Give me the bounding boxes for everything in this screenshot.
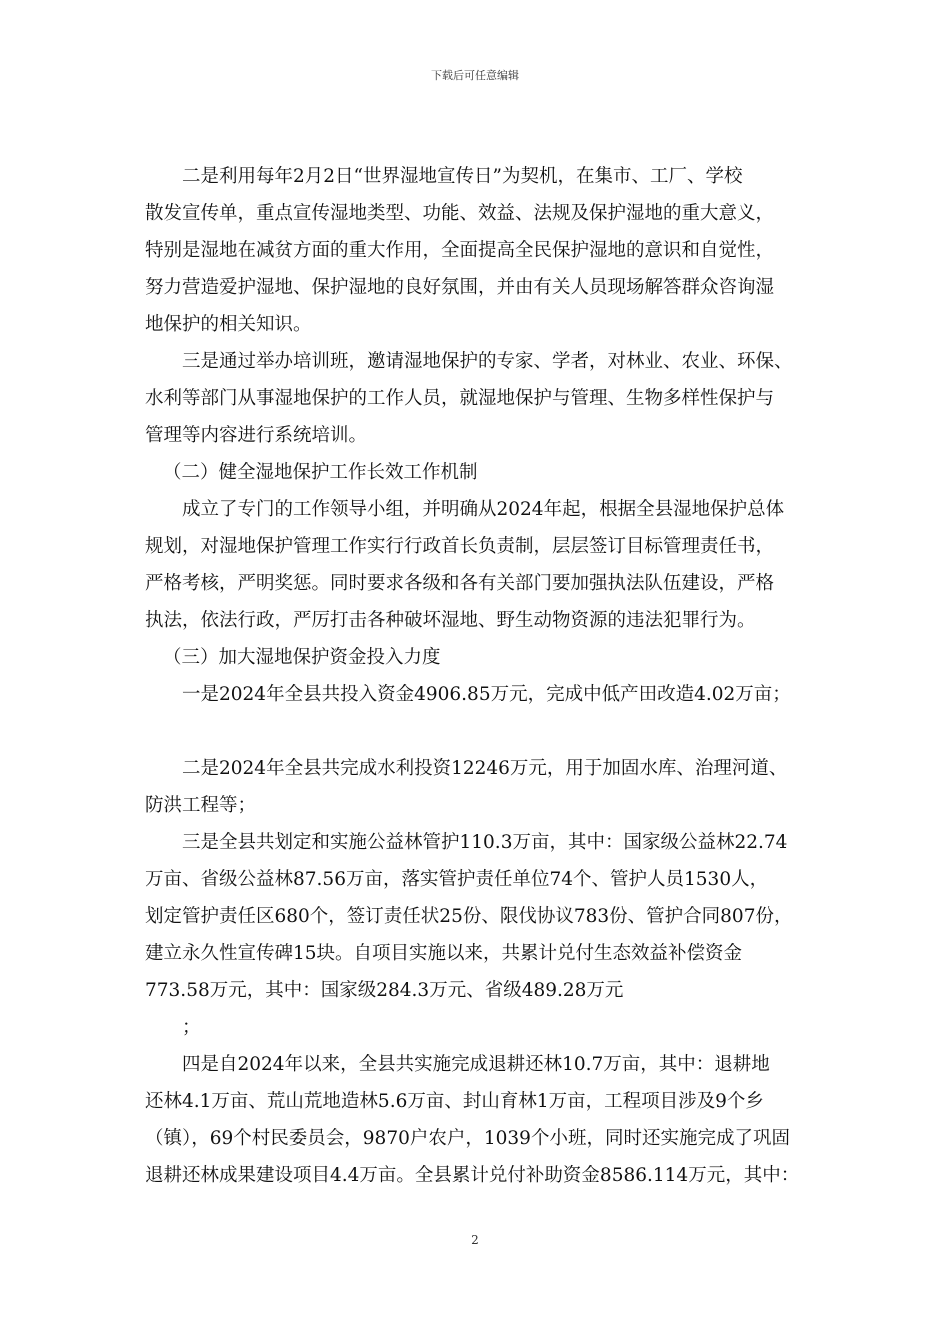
paragraph-line: 四是自2024年以来，全县共实施完成退耕还林10.7万亩，其中：退耕地	[182, 1054, 770, 1075]
paragraph-line: 地保护的相关知识。	[145, 314, 312, 335]
paragraph-line: ；	[182, 1017, 201, 1038]
paragraph-line: 执法，依法行政，严厉打击各种破坏湿地、野生动物资源的违法犯罪行为。	[145, 610, 756, 631]
paragraph-line: 划定管护责任区680个，签订责任状25份、限伐协议783份、管护合同807份，	[145, 906, 793, 927]
paragraph-line: 二是利用每年2月2日“世界湿地宣传日”为契机，在集市、工厂、学校	[182, 166, 743, 187]
paragraph-line: 成立了专门的工作领导小组，并明确从2024年起，根据全县湿地保护总体	[182, 499, 785, 520]
paragraph-line: 水利等部门从事湿地保护的工作人员，就湿地保护与管理、生物多样性保护与	[145, 388, 775, 409]
paragraph-line: 一是2024年全县共投入资金4906.85万元，完成中低产田改造4.02万亩；	[182, 684, 791, 705]
page-header: 下载后可任意编辑	[431, 69, 519, 82]
paragraph-line: 三是通过举办培训班，邀请湿地保护的专家、学者，对林业、农业、环保、	[182, 351, 793, 372]
paragraph-line: 防洪工程等；	[145, 795, 257, 816]
paragraph-line: 规划，对湿地保护管理工作实行行政首长负责制，层层签订目标管理责任书，	[145, 536, 775, 557]
blank-line	[145, 713, 825, 750]
paragraph-line: 还林4.1万亩、荒山荒地造林5.6万亩、封山育林1万亩，工程项目涉及9个乡	[145, 1091, 764, 1112]
section-heading: （二）健全湿地保护工作长效工作机制	[163, 462, 478, 483]
paragraph-line: 建立永久性宣传碑15块。自项目实施以来，共累计兑付生态效益补偿资金	[145, 943, 743, 964]
paragraph-line: 万亩、省级公益林87.56万亩，落实管护责任单位74个、管护人员1530人，	[145, 869, 769, 890]
paragraph-line: 努力营造爱护湿地、保护湿地的良好氛围，并由有关人员现场解答群众咨询湿	[145, 277, 775, 298]
paragraph-line: 管理等内容进行系统培训。	[145, 425, 368, 446]
paragraph-line: 散发宣传单，重点宣传湿地类型、功能、效益、法规及保护湿地的重大意义，	[145, 203, 775, 224]
paragraph-line: 特别是湿地在减贫方面的重大作用，全面提高全民保护湿地的意识和自觉性，	[145, 240, 775, 261]
paragraph-line: 退耕还林成果建设项目4.4万亩。全县累计兑付补助资金8586.114万元，其中：	[145, 1165, 800, 1186]
document-body	[145, 158, 825, 1194]
page-number: 2	[471, 1233, 479, 1247]
paragraph-line: 三是全县共划定和实施公益林管护110.3万亩，其中：国家级公益林22.74	[182, 832, 788, 853]
section-heading: （三）加大湿地保护资金投入力度	[163, 647, 441, 668]
paragraph-line: （镇），69个村民委员会，9870户农户，1039个小班，同时还实施完成了巩固	[145, 1128, 790, 1149]
paragraph-line: 773.58万元，其中：国家级284.3万元、省级489.28万元	[145, 980, 624, 1001]
paragraph-line: 严格考核，严明奖惩。同时要求各级和各有关部门要加强执法队伍建设，严格	[145, 573, 775, 594]
paragraph-line: 二是2024年全县共完成水利投资12246万元，用于加固水库、治理河道、	[182, 758, 788, 779]
